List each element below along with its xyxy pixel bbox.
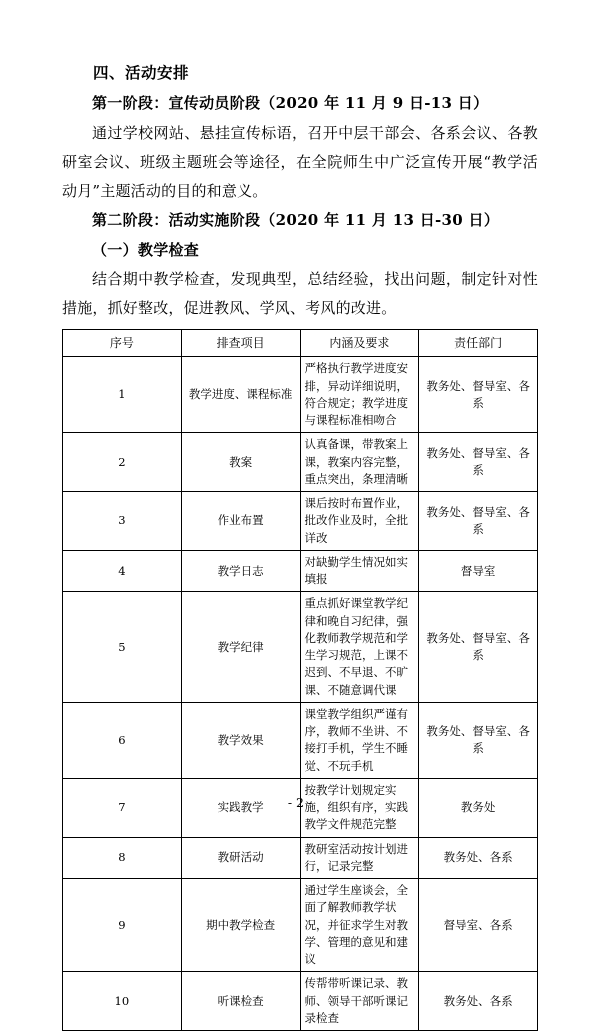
- cell-content: 传帮带听课记录、教师、领导干部听课记录检查: [300, 972, 419, 1031]
- cell-item: 教学进度、课程标准: [181, 357, 300, 433]
- cell-dept: 教务处、督导室、各系: [419, 357, 538, 433]
- table-row: [63, 357, 538, 433]
- cell-no: 1: [63, 357, 182, 433]
- table-row: [63, 837, 538, 879]
- table-row: [63, 592, 538, 703]
- cell-item: 教学纪律: [181, 592, 300, 703]
- cell-dept: 教务处、各系: [419, 837, 538, 879]
- inspection-items-table: [62, 329, 538, 1031]
- header-item: 排查项目: [181, 330, 300, 357]
- subsection-one-title: （一）教学检查: [92, 240, 200, 259]
- table-row: [63, 433, 538, 492]
- cell-dept: 教务处、督导室、各系: [419, 433, 538, 492]
- cell-content: 严格执行教学进度安排，异动详细说明，符合规定；教学进度与课程标准相吻合: [300, 357, 419, 433]
- header-no: 序号: [63, 330, 182, 357]
- cell-content: 课堂教学组织严谨有序，教师不坐讲、不接打手机，学生不睡觉、不玩手机: [300, 702, 419, 778]
- cell-content: 课后按时布置作业，批改作业及时，全批详改: [300, 492, 419, 551]
- cell-item: 期中教学检查: [181, 879, 300, 972]
- cell-item: 教学日志: [181, 550, 300, 592]
- section-heading: 四、活动安排: [93, 63, 190, 82]
- cell-no: 8: [63, 837, 182, 879]
- page-number: - 2 -: [287, 795, 313, 810]
- table-row: [63, 702, 538, 778]
- phase-two-title: 第二阶段：活动实施阶段（2020 年 11 月 13 日-30 日）: [92, 211, 500, 230]
- cell-no: 7: [63, 778, 182, 837]
- cell-no: 9: [63, 879, 182, 972]
- cell-item: 实践教学: [181, 778, 300, 837]
- subsection-one-paragraph: 结合期中教学检查，发现典型，总结经验，找出问题，制定针对性措施，抓好整改，促进教风、学风、考风的改进。: [62, 269, 538, 318]
- cell-content: 教研室活动按计划进行，记录完整: [300, 837, 419, 879]
- phase-one-title: 第一阶段：宣传动员阶段（2020 年 11 月 9 日-13 日）: [92, 94, 489, 113]
- cell-dept: 教务处、督导室、各系: [419, 592, 538, 703]
- cell-dept: 督导室: [419, 550, 538, 592]
- cell-no: 10: [63, 972, 182, 1031]
- cell-dept: 教务处: [419, 778, 538, 837]
- cell-item: 教研活动: [181, 837, 300, 879]
- cell-content: 认真备课，带教案上课，教案内容完整，重点突出，条理清晰: [300, 433, 419, 492]
- cell-item: 教学效果: [181, 702, 300, 778]
- cell-item: 教案: [181, 433, 300, 492]
- table-header-row: [63, 330, 538, 357]
- table-row: [63, 879, 538, 972]
- header-dept: 责任部门: [419, 330, 538, 357]
- phase-one-paragraph: 通过学校网站、悬挂宣传标语，召开中层干部会、各系会议、各教研室会议、班级主题班会等途径，在全院师生中广泛宣传开展“教学活动月”主题活动的目的和意义。: [62, 123, 538, 201]
- table-row: [63, 972, 538, 1031]
- header-content: 内涵及要求: [300, 330, 419, 357]
- cell-content: 通过学生座谈会，全面了解教师教学状况，并征求学生对教学、管理的意见和建议: [300, 879, 419, 972]
- cell-no: 2: [63, 433, 182, 492]
- cell-item: 听课检查: [181, 972, 300, 1031]
- cell-content: 重点抓好课堂教学纪律和晚自习纪律，强化教师教学规范和学生学习规范，上课不迟到、不早退、不旷课、不随意调代课: [300, 592, 419, 703]
- cell-content: 对缺勤学生情况如实填报: [300, 550, 419, 592]
- cell-no: 6: [63, 702, 182, 778]
- cell-no: 3: [63, 492, 182, 551]
- cell-dept: 督导室、各系: [419, 879, 538, 972]
- cell-content: 按教学计划规定实施，组织有序，实践教学文件规范完整: [300, 778, 419, 837]
- cell-no: 4: [63, 550, 182, 592]
- table-row: [63, 492, 538, 551]
- cell-no: 5: [63, 592, 182, 703]
- cell-dept: 教务处、督导室、各系: [419, 702, 538, 778]
- table-row: [63, 550, 538, 592]
- cell-dept: 教务处、督导室、各系: [419, 492, 538, 551]
- cell-item: 作业布置: [181, 492, 300, 551]
- cell-dept: 教务处、各系: [419, 972, 538, 1031]
